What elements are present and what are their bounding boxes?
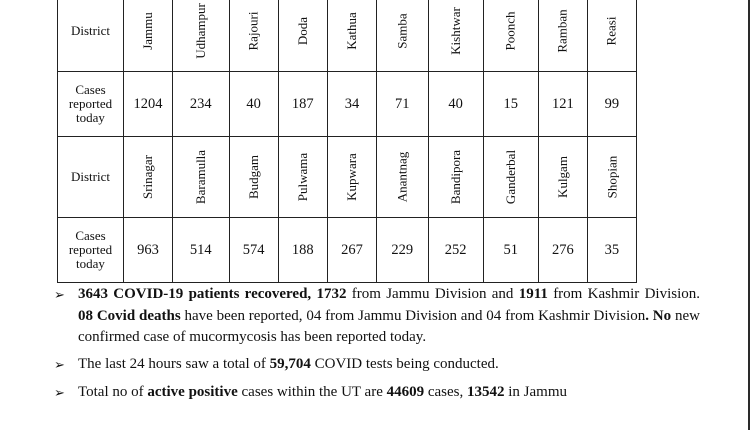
cases-header: Cases reported today bbox=[58, 72, 124, 137]
cases-count: 51 bbox=[483, 218, 538, 283]
cases-count: 267 bbox=[328, 218, 377, 283]
district-name-cell bbox=[377, 0, 429, 72]
cases-count: 1204 bbox=[124, 72, 173, 137]
cases-count: 574 bbox=[229, 218, 278, 283]
district-header: District bbox=[58, 137, 124, 218]
cases-count: 121 bbox=[538, 72, 587, 137]
district-name: Srinagar bbox=[139, 154, 155, 200]
bullet-item bbox=[52, 382, 700, 404]
district-name-cell bbox=[587, 0, 636, 72]
district-name-cell bbox=[278, 0, 327, 72]
cases-count: 229 bbox=[377, 218, 429, 283]
district-name-cell bbox=[538, 0, 587, 72]
cases-row bbox=[58, 218, 637, 283]
district-name: Jammu bbox=[140, 12, 155, 50]
district-row bbox=[58, 137, 637, 218]
district-name-cell bbox=[377, 137, 429, 218]
district-name-cell bbox=[328, 0, 377, 72]
cases-count: 188 bbox=[278, 218, 327, 283]
bullet-text: active positive bbox=[147, 384, 238, 400]
bullet-text: cases, bbox=[424, 384, 468, 400]
bullet-marker: ➢ bbox=[54, 287, 65, 302]
district-name: Baramulla bbox=[192, 149, 208, 205]
district-name: Kupwara bbox=[344, 153, 359, 201]
bullet-text: 1911 bbox=[518, 286, 548, 302]
district-name: Ramban bbox=[554, 9, 570, 53]
bullet-text: cases within the UT are bbox=[237, 384, 387, 400]
bullet-text: have been reported, 04 from Jammu Division and 04 from Kashmir Division bbox=[180, 307, 646, 324]
district-name-cell bbox=[173, 0, 230, 72]
cases-count: 187 bbox=[278, 72, 327, 137]
bulletin-points bbox=[52, 284, 700, 404]
district-row bbox=[58, 0, 637, 72]
bullet-text: . No bbox=[645, 307, 672, 324]
district-name-cell bbox=[587, 137, 636, 218]
district-name-cell bbox=[229, 137, 278, 218]
bullet-text: 44609 bbox=[386, 384, 425, 400]
cases-count: 276 bbox=[538, 218, 587, 283]
bullet-marker: ➢ bbox=[54, 385, 65, 400]
district-cases-table bbox=[57, 0, 637, 283]
cases-row bbox=[58, 72, 637, 137]
district-header: District bbox=[58, 0, 124, 72]
bullet-item bbox=[52, 354, 700, 376]
district-name: Ganderbal bbox=[502, 149, 518, 205]
district-name-cell bbox=[483, 0, 538, 72]
cases-count: 35 bbox=[587, 218, 636, 283]
district-name-cell bbox=[483, 137, 538, 218]
district-name-cell bbox=[124, 137, 173, 218]
district-name-cell bbox=[428, 0, 483, 72]
bullet-text: in Jammu bbox=[504, 384, 568, 400]
district-name: Kathua bbox=[343, 12, 359, 50]
cases-count: 15 bbox=[483, 72, 538, 137]
district-name: Bandipora bbox=[447, 149, 463, 205]
district-name-cell bbox=[173, 137, 230, 218]
district-name: Udhampur bbox=[192, 3, 208, 59]
district-name: Budgam bbox=[245, 154, 261, 200]
district-name-cell bbox=[278, 137, 327, 218]
bullet-text: 13542 bbox=[467, 384, 505, 400]
district-name: Pulwama bbox=[294, 152, 310, 202]
bullet-marker: ➢ bbox=[54, 356, 65, 372]
district-name: Kulgam bbox=[554, 156, 570, 198]
bullet-text: 1732 bbox=[316, 286, 347, 302]
district-name: Samba bbox=[394, 13, 410, 49]
bullet-text: Total no of bbox=[78, 384, 148, 400]
cases-count: 40 bbox=[428, 72, 483, 137]
bullet-text: from Jammu Division and bbox=[346, 286, 519, 302]
cases-count: 40 bbox=[229, 72, 278, 137]
district-name-cell bbox=[229, 0, 278, 72]
bullet-text: new confirmed case of mucormycosis has been reported today. bbox=[78, 307, 700, 345]
district-name: Rajouri bbox=[245, 11, 261, 51]
district-name: Kishtwar bbox=[447, 7, 463, 55]
bullet-item bbox=[52, 284, 700, 349]
cases-count: 963 bbox=[124, 218, 173, 283]
district-name-cell bbox=[538, 137, 587, 218]
bullet-text: 3643 COVID-19 patients recovered, bbox=[78, 286, 312, 302]
bullet-text: 08 Covid deaths bbox=[78, 307, 181, 324]
district-name: Shopian bbox=[603, 155, 619, 199]
district-name: Poonch bbox=[502, 11, 518, 51]
district-name-cell bbox=[328, 137, 377, 218]
district-name-cell bbox=[428, 137, 483, 218]
cases-count: 514 bbox=[173, 218, 230, 283]
bullet-text: 59,704 bbox=[269, 355, 311, 372]
bullet-text: from Kashmir Division. bbox=[547, 286, 700, 302]
district-name: Doda bbox=[294, 16, 310, 46]
cases-count: 99 bbox=[587, 72, 636, 137]
bullet-text: The last 24 hours saw a total of bbox=[78, 355, 270, 372]
district-name: Anantnag bbox=[394, 151, 410, 203]
cases-header: Cases reported today bbox=[58, 218, 124, 283]
district-name-cell bbox=[124, 0, 173, 72]
bullet-text: COVID tests being conducted. bbox=[310, 355, 499, 372]
cases-count: 34 bbox=[328, 72, 377, 137]
cases-count: 71 bbox=[377, 72, 429, 137]
district-name: Reasi bbox=[603, 16, 619, 46]
cases-count: 252 bbox=[428, 218, 483, 283]
cases-count: 234 bbox=[173, 72, 230, 137]
